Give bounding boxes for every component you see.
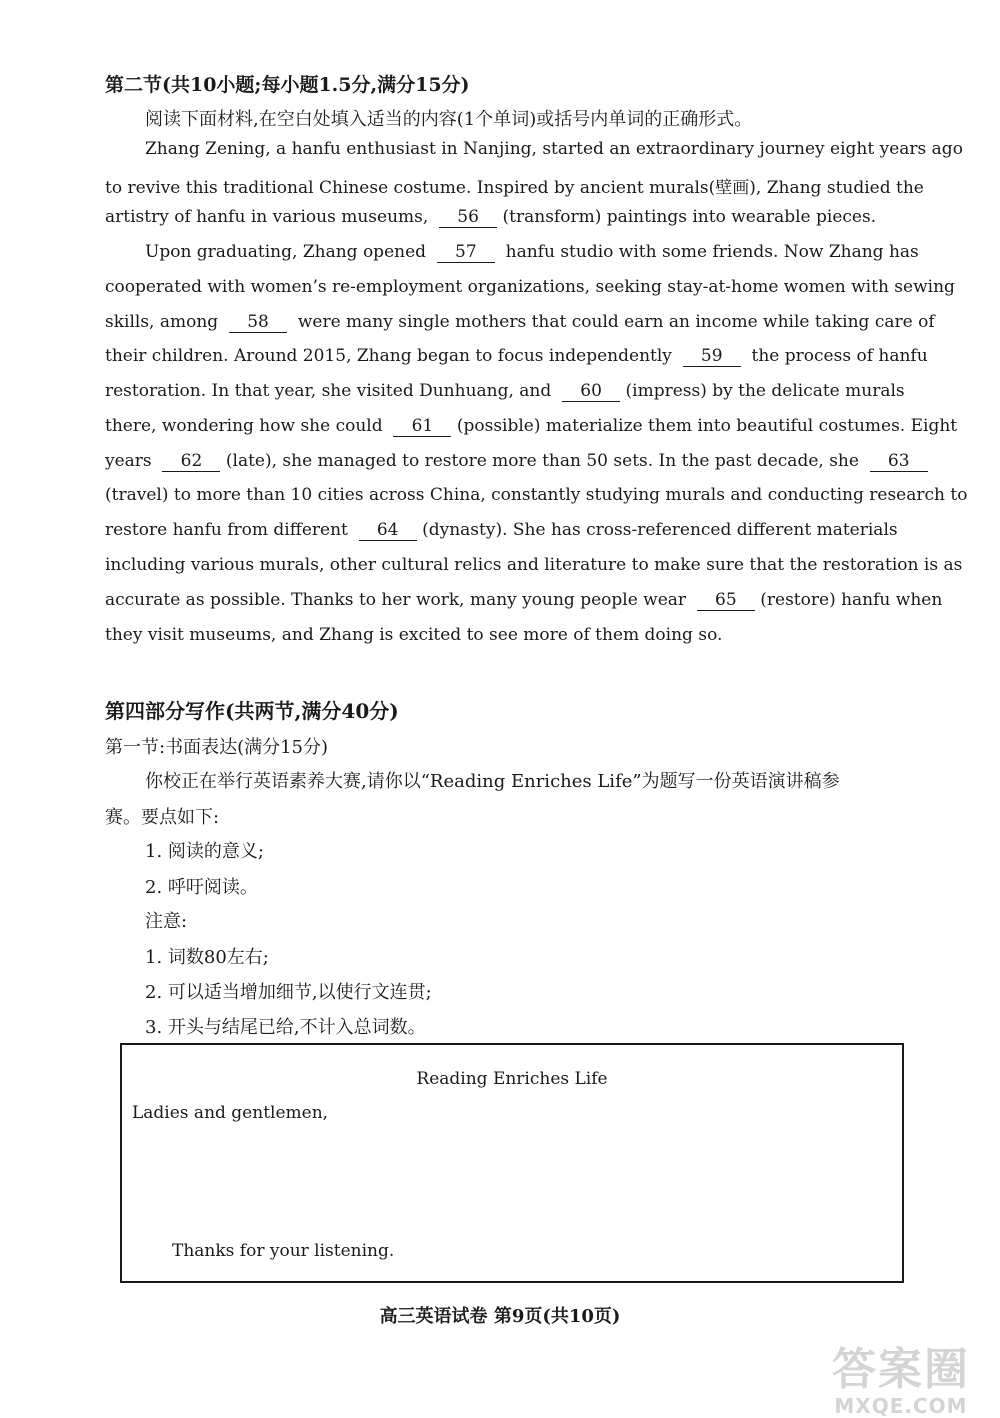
writing-note: 2. 可以适当增加细节,以使行文连贯; bbox=[145, 982, 432, 1003]
blank-58[interactable]: 58 bbox=[229, 312, 287, 333]
passage-line: skills, among 58 were many single mothers that could earn an income while taking care of bbox=[105, 312, 935, 332]
essay-opening: Ladies and gentlemen, bbox=[132, 1103, 329, 1123]
blank-65[interactable]: 65 bbox=[697, 590, 755, 611]
watermark-url: MXQE.COM bbox=[834, 1394, 968, 1418]
passage-line: Zhang Zening, a hanfu enthusiast in Nanjing, started an extraordinary journey eight years ago bbox=[145, 139, 963, 159]
note-label: 注意: bbox=[145, 911, 188, 932]
passage-line: years 62 (late), she managed to restore more than 50 sets. In the past decade, she 63 bbox=[105, 451, 921, 472]
part-4-heading: 第四部分写作(共两节,满分40分) bbox=[105, 699, 399, 723]
passage-line: there, wondering how she could 61 (possible) materialize them into beautiful costumes. Eight bbox=[105, 416, 958, 436]
section-2-heading: 第二节(共10小题;每小题1.5分,满分15分) bbox=[105, 74, 470, 96]
watermark bbox=[832, 1346, 970, 1418]
passage-line: to revive this traditional Chinese costume. Inspired by ancient murals(壁画), Zhang studied the bbox=[105, 178, 924, 198]
part-4-sub-heading: 第一节:书面表达(满分15分) bbox=[105, 737, 329, 758]
blank-62[interactable]: 62 bbox=[162, 451, 220, 472]
writing-point: 1. 阅读的意义; bbox=[145, 841, 264, 862]
page-footer: 高三英语试卷 第9页(共10页) bbox=[379, 1306, 621, 1327]
blank-61[interactable]: 61 bbox=[393, 416, 451, 437]
answer-box[interactable] bbox=[120, 1043, 904, 1283]
section-2-instruction: 阅读下面材料,在空白处填入适当的内容(1个单词)或括号内单词的正确形式。 bbox=[145, 109, 753, 130]
blank-57[interactable]: 57 bbox=[437, 242, 495, 263]
passage-line: accurate as possible. Thanks to her work, many young people wear 65 (restore) hanfu when bbox=[105, 590, 943, 610]
writing-note: 3. 开头与结尾已给,不计入总词数。 bbox=[145, 1017, 426, 1038]
blank-63[interactable]: 63 bbox=[870, 451, 928, 472]
blank-59[interactable]: 59 bbox=[683, 346, 741, 367]
passage-line: restore hanfu from different 64 (dynasty). She has cross-referenced different materials bbox=[105, 520, 898, 540]
writing-prompt: 你校正在举行英语素养大赛,请你以“Reading Enriches Life”为题写一份英语演讲稿参 bbox=[145, 771, 840, 792]
passage-line: their children. Around 2015, Zhang began to focus independently 59 the process of hanfu bbox=[105, 346, 928, 366]
passage-line: restoration. In that year, she visited Dunhuang, and 60 (impress) by the delicate murals bbox=[105, 381, 905, 401]
passage-line: artistry of hanfu in various museums, 56 (transform) paintings into wearable pieces. bbox=[105, 207, 877, 227]
passage-line: including various murals, other cultural relics and literature to make sure that the restoration is as bbox=[105, 555, 963, 575]
passage-line: (travel) to more than 10 cities across China, constantly studying murals and conducting research to bbox=[105, 485, 968, 505]
blank-56[interactable]: 56 bbox=[439, 207, 497, 228]
blank-64[interactable]: 64 bbox=[359, 520, 417, 541]
writing-prompt: 赛。要点如下: bbox=[105, 807, 220, 828]
watermark-logo: 答案圈 bbox=[832, 1344, 970, 1395]
blank-60[interactable]: 60 bbox=[562, 381, 620, 402]
writing-note: 1. 词数80左右; bbox=[145, 947, 269, 968]
passage-line: they visit museums, and Zhang is excited to see more of them doing so. bbox=[105, 625, 723, 645]
essay-title: Reading Enriches Life bbox=[416, 1069, 608, 1089]
passage-line: Upon graduating, Zhang opened 57 hanfu studio with some friends. Now Zhang has bbox=[145, 242, 919, 262]
writing-point: 2. 呼吁阅读。 bbox=[145, 877, 258, 898]
essay-closing: Thanks for your listening. bbox=[172, 1241, 395, 1261]
passage-line: cooperated with women’s re-employment organizations, seeking stay-at-home women with sewing bbox=[105, 277, 955, 297]
